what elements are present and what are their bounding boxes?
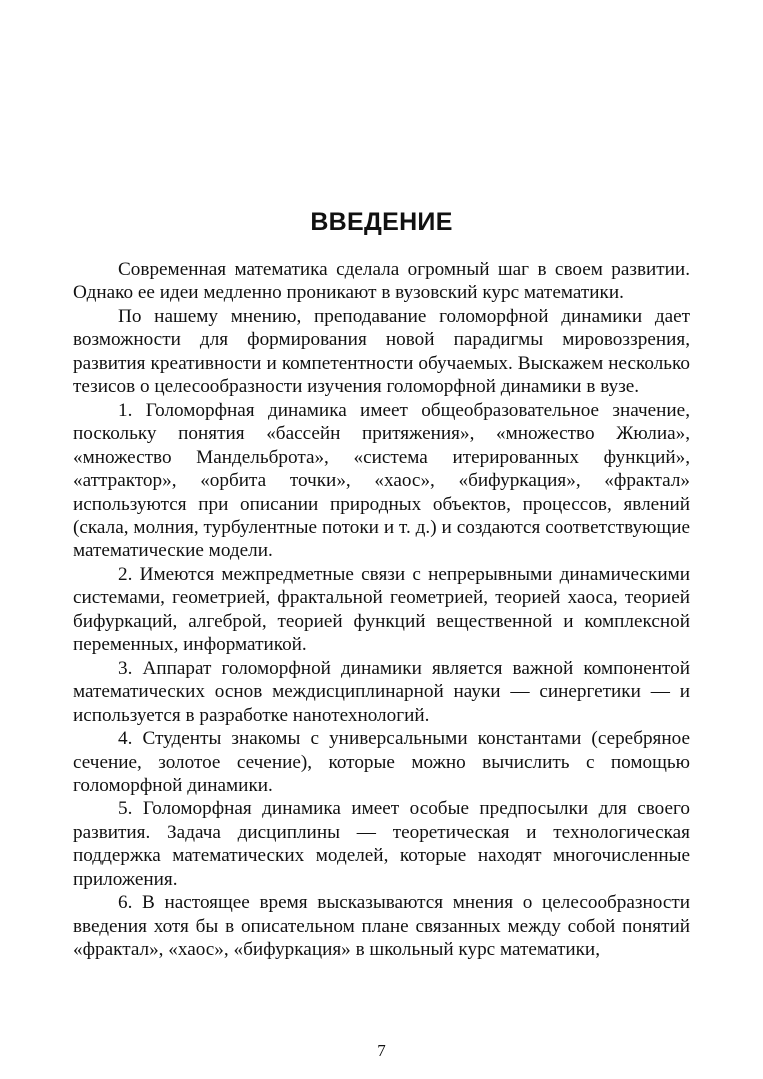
page-number: 7 bbox=[377, 1041, 386, 1060]
body-text bbox=[73, 258, 690, 962]
chapter-heading: ВВЕДЕНИЕ bbox=[310, 208, 453, 236]
paragraph-opinion: По нашему мнению, преподавание голоморфной динамики дает возможности для формирования новой парадигмы мировоззрения, развития креативности и компетентности обучаемых. Выскажем несколько тезисов о целесообразности изучения голоморфной динамики в вузе. bbox=[73, 305, 690, 398]
paragraph-thesis-5: 5. Голоморфная динамика имеет особые предпосылки для своего развития. Задача дисциплины — теоретическая и технологическая поддержка математических моделей, которые находят многочисленные приложения. bbox=[73, 798, 690, 890]
paragraph-thesis-2: 2. Имеются межпредметные связи с непрерывными динамическими системами, геометрией, фрактальной геометрией, теорией хаоса, теорией бифуркаций, алгеброй, теорией функций вещественной и комплексной переменных, информатикой. bbox=[73, 563, 690, 656]
paragraph-thesis-6: 6. В настоящее время высказываются мнения о целесообразности введения хотя бы в описательном плане связанных между собой понятий «фрактал», «хаос», «бифуркация» в школьный курс математики, bbox=[73, 892, 690, 961]
paragraph-thesis-3: 3. Аппарат голоморфной динамики является важной компонентой математических основ междисциплинарной науки — синергетики — и используется в разработке нанотехнологий. bbox=[73, 657, 690, 726]
paragraph-intro: Современная математика сделала огромный шаг в своем развитии. Однако ее идеи медленно проникают в вузовский курс математики. bbox=[73, 259, 690, 304]
paragraph-thesis-1: 1. Голоморфная динамика имеет общеобразовательное значение, поскольку понятия «бассейн притяжения», «множество Жюлиа», «множество Мандельброта», «система итерированных функций», «аттрактор», «орбита точки», «хаос», «бифуркация», «фрактал» используются при описании природных объектов, процессов, явлений (скала, молния, турбулентные потоки и т. д.) и создаются соответствующие математические модели. bbox=[73, 399, 690, 562]
paragraph-thesis-4: 4. Студенты знакомы с универсальными константами (серебряное сечение, золотое сечение), которые можно вычислить с помощью голоморфной динамики. bbox=[73, 728, 690, 796]
